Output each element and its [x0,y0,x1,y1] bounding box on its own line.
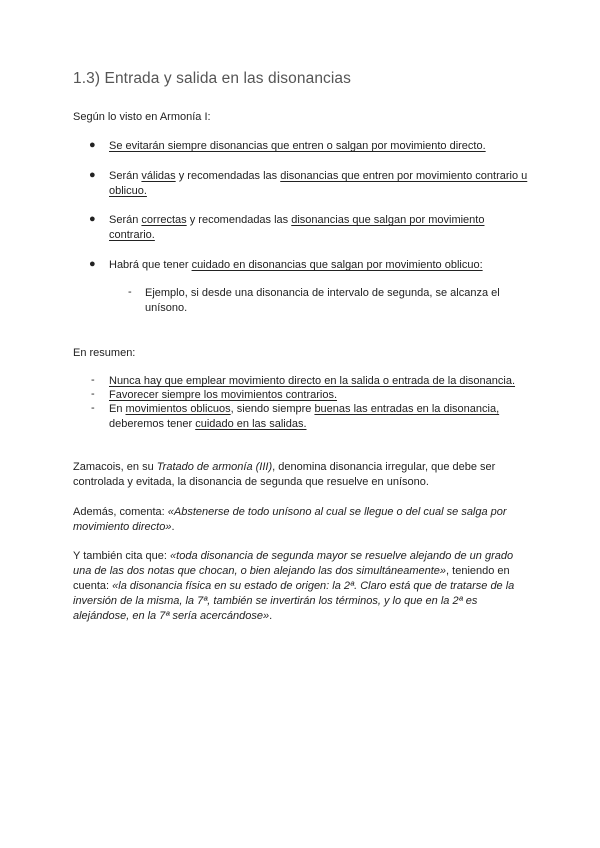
summary-item-2: Favorecer siempre los movimientos contrarios. [109,389,338,401]
sub-bullet-dash: - [128,286,132,298]
bullet-item-2: Serán válidas y recomendadas las disonancias que entren por movimiento contrario u oblicuo. [109,170,528,197]
summary-label: En resumen: [73,347,136,359]
ademas-paragraph: Además, comenta: «Abstenerse de todo unísono al cual se llegue o del cual se salga por movimiento directo». [73,506,507,533]
section-heading: 1.3) Entrada y salida en las disonancias [73,70,351,87]
summary-dash: - [91,388,95,400]
zamacois-paragraph: Zamacois, en su Tratado de armonía (III), denomina disonancia irregular, que debe ser controlada y evitada, la disonancia de segunda que resuelve en unísono. [73,461,496,488]
summary-item-1: Nunca hay que emplear movimiento directo en la salida o entrada de la disonancia. [109,375,516,387]
bullet-item-4: Habrá que tener cuidado en disonancias que salgan por movimiento oblicuo: [109,259,483,271]
summary-item-3: En movimientos oblicuos, siendo siempre buenas las entradas en la disonancia, deberemos tener cuidado en las salidas. [109,403,500,430]
bullet-dot: ● [89,169,96,181]
intro-text: Según lo visto en Armonía I: [73,111,211,123]
cita-paragraph: Y también cita que: «toda disonancia de segunda mayor se resuelve alejando de un grado una de las dos notas que chocan, o bien alejando las dos simultáneamente», teniendo en cuenta: «la disonancia física en su estado de origen: la 2ª. Claro está que de tratarse de la inversión de la misma, la 7ª, también se invertirán los términos, y lo que en la 2ª es alejándose, en la 7ª sería acercándose». [73,550,515,622]
summary-dash: - [91,402,95,414]
bullet-item-1 [109,139,529,154]
bullet-item-3: Serán correctas y recomendadas las disonancias que salgan por movimiento contrario. [109,214,485,241]
bullet-dot: ● [89,258,96,270]
bullet-1-text: Se evitarán siempre disonancias que entren o salgan por movimiento directo. [109,140,486,152]
bullet-dot: ● [89,139,96,151]
summary-dash: - [91,374,95,386]
bullet-dot: ● [89,213,96,225]
sub-bullet-item: Ejemplo, si desde una disonancia de intervalo de segunda, se alcanza el unísono. [145,287,500,314]
